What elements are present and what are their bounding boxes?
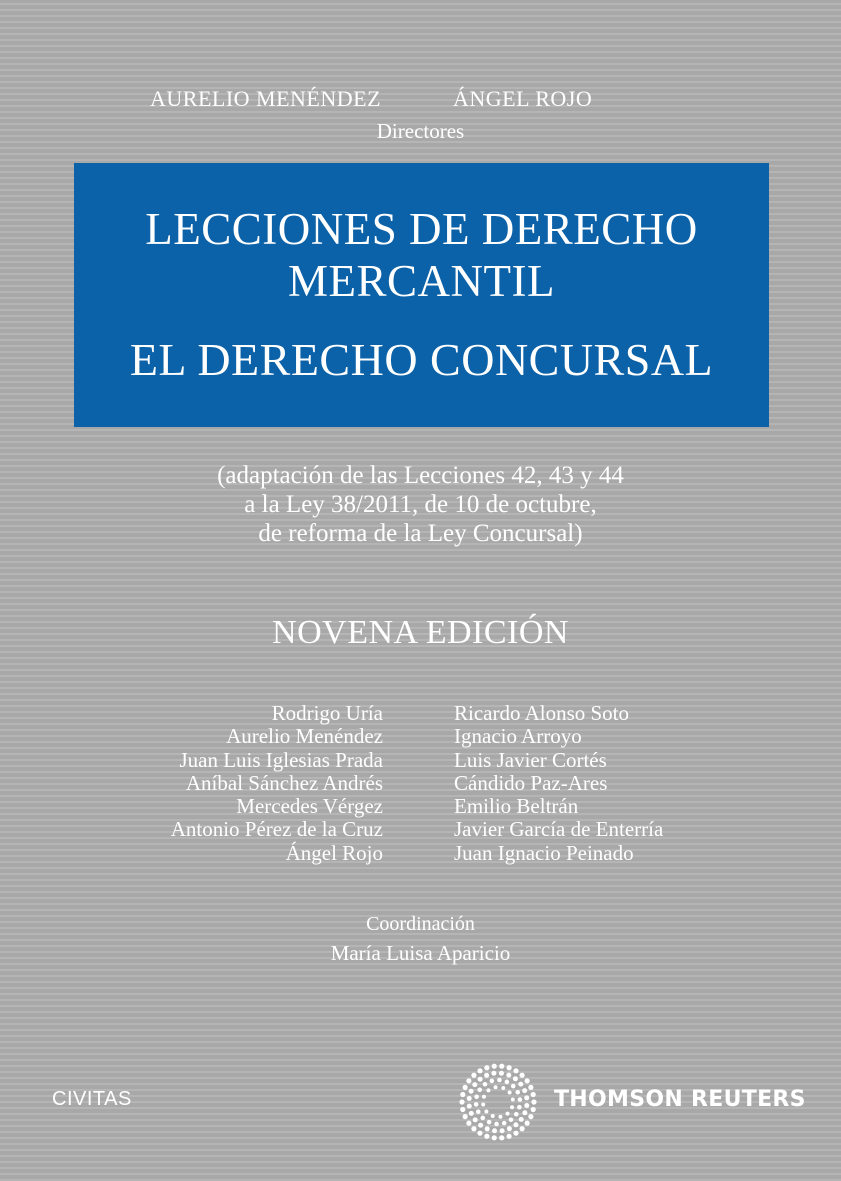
author-name: Luis Javier Cortés — [454, 747, 607, 772]
directors-names — [0, 86, 841, 116]
title-line: LECCIONES DE DERECHO — [145, 204, 698, 254]
adaptation-line: de reforma de la Ley Concursal) — [258, 520, 583, 547]
coordinator-name: María Luisa Aparicio — [330, 941, 511, 965]
title-line: MERCANTIL — [288, 256, 555, 306]
author-name: Ángel Rojo — [285, 840, 383, 865]
title-box — [74, 163, 769, 427]
author-name: Antonio Pérez de la Cruz — [170, 817, 383, 842]
book-subtitle: EL DERECHO CONCURSAL — [129, 334, 714, 385]
author-name: Javier García de Enterría — [454, 817, 664, 842]
author-name: Rodrigo Uría — [271, 701, 383, 725]
coordination-label: Coordinación — [366, 913, 475, 935]
director-name: ÁNGEL ROJO — [453, 86, 593, 111]
edition-label: NOVENA EDICIÓN — [272, 614, 569, 651]
adaptation-line: (adaptación de las Lecciones 42, 43 y 44 — [217, 462, 624, 489]
director-name: AURELIO MENÉNDEZ — [150, 86, 382, 111]
author-name: Ignacio Arroyo — [454, 724, 582, 749]
author-name: Mercedes Vérgez — [236, 794, 383, 819]
author-name: Ricardo Alonso Soto — [454, 701, 630, 725]
authors-right-column — [454, 702, 774, 865]
adaptation-note — [0, 461, 841, 548]
brand-name: THOMSON REUTERS — [554, 1087, 806, 1112]
directors-label: Directores — [376, 119, 465, 143]
author-name: Aníbal Sánchez Andrés — [185, 770, 383, 795]
adaptation-line: a la Ley 38/2011, de 10 de octubre, — [244, 491, 597, 518]
author-name: Cándido Paz-Ares — [454, 770, 608, 795]
thomson-reuters-dot-ring-icon — [458, 1062, 538, 1142]
author-name: Juan Ignacio Peinado — [454, 840, 634, 865]
author-name: Juan Luis Iglesias Prada — [179, 747, 383, 772]
author-name: Aurelio Menéndez — [226, 724, 383, 749]
authors-left-column — [80, 702, 383, 865]
author-name: Emilio Beltrán — [454, 794, 579, 819]
publisher-name: CIVITAS — [52, 1088, 132, 1110]
